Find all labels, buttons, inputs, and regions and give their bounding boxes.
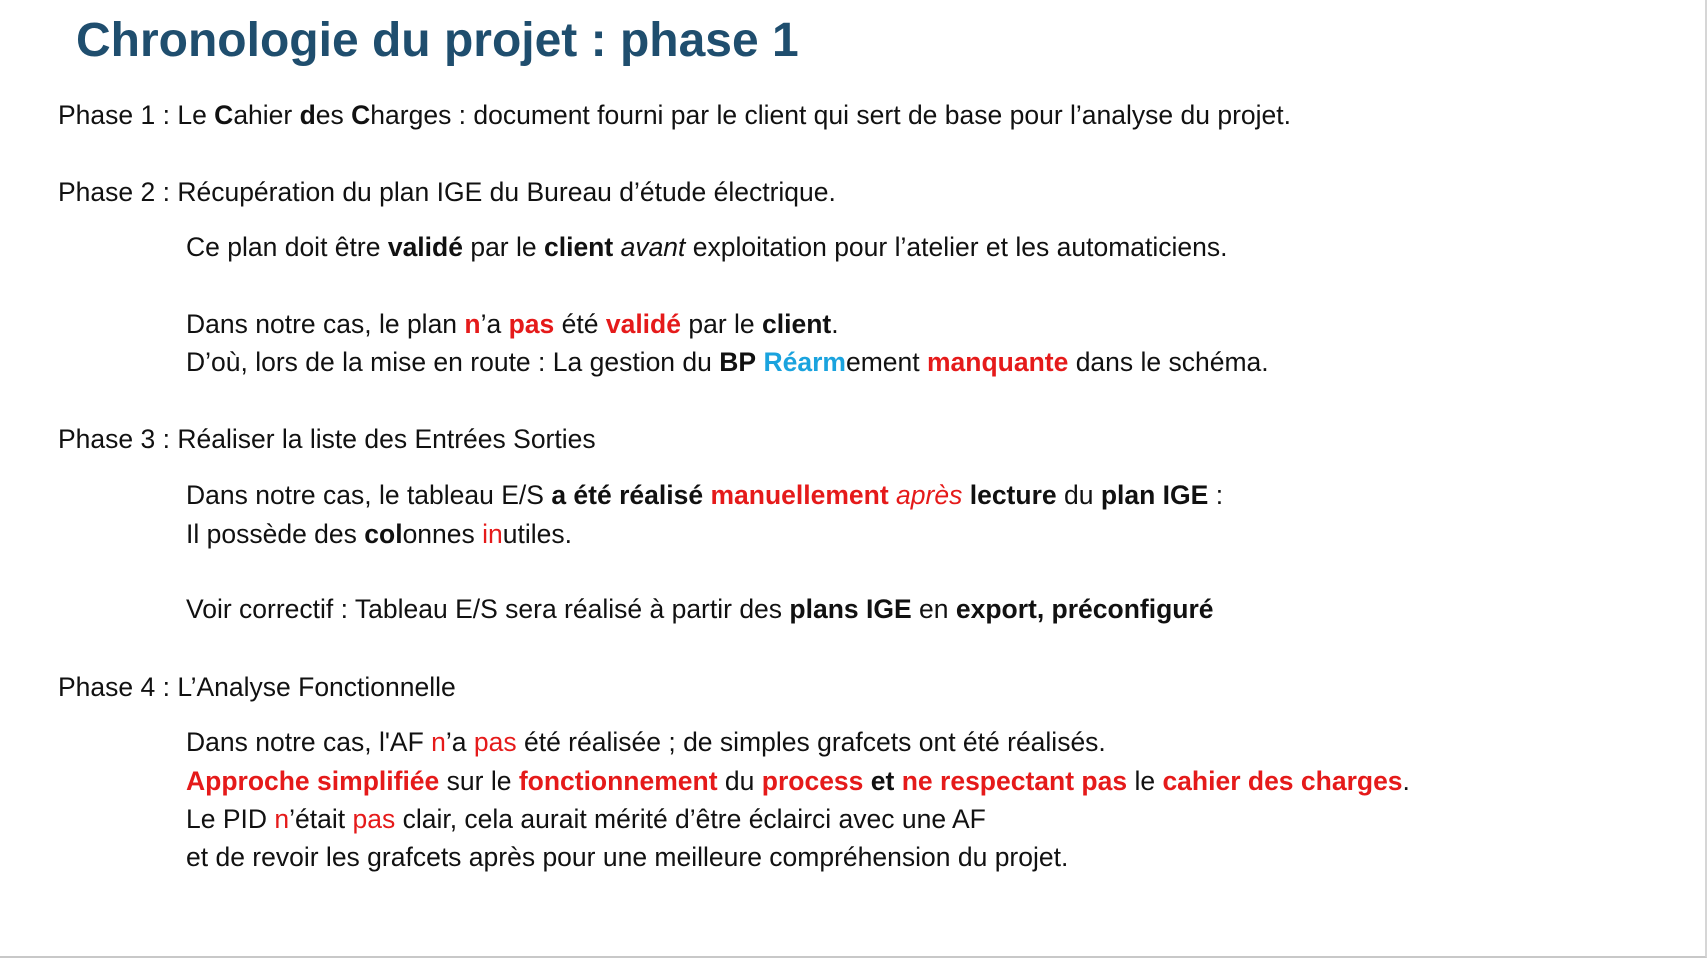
red-italic-text: après bbox=[896, 480, 963, 510]
text-span: exploitation pour l’atelier et les automaticiens. bbox=[685, 232, 1228, 262]
text-span: en bbox=[911, 594, 956, 624]
text-span bbox=[894, 766, 901, 796]
italic-text: avant bbox=[620, 232, 686, 262]
slide-title: Chronologie du projet : phase 1 bbox=[76, 14, 799, 67]
text-span: ahier bbox=[233, 100, 300, 130]
phase-2-line-2 bbox=[186, 306, 839, 342]
bold-letter: d bbox=[299, 100, 316, 130]
text-span: : bbox=[1208, 480, 1224, 510]
text-span: . bbox=[831, 309, 839, 339]
text-span: onnes bbox=[402, 519, 483, 549]
phase-2-heading: Phase 2 : Récupération du plan IGE du Bureau d’étude électrique. bbox=[58, 177, 836, 207]
phase-3-line-1 bbox=[186, 477, 1223, 513]
text-span: été réalisée ; de simples grafcets ont été réalisés. bbox=[516, 727, 1106, 757]
text-span: Ce plan doit être bbox=[186, 232, 388, 262]
text-span: par le bbox=[680, 309, 762, 339]
text-span: dans le schéma. bbox=[1068, 347, 1269, 377]
bold-text: plans IGE bbox=[789, 594, 912, 624]
red-text: n bbox=[274, 804, 290, 834]
red-bold-text: manquante bbox=[926, 347, 1069, 377]
text-span: Il possède des bbox=[186, 519, 365, 549]
text-span: ’a bbox=[445, 727, 474, 757]
text-span: été bbox=[554, 309, 606, 339]
red-bold-text: manuellement bbox=[710, 480, 889, 510]
text-span: clair, cela aurait mérité d’être éclairci avec une AF bbox=[395, 804, 986, 834]
text-span bbox=[962, 480, 969, 510]
text-span: Voir correctif : Tableau E/S sera réalisé à partir des bbox=[186, 594, 790, 624]
bold-text: et bbox=[870, 766, 895, 796]
phase-4-heading: Phase 4 : L’Analyse Fonctionnelle bbox=[58, 672, 456, 702]
phase-3-line-3 bbox=[186, 591, 1214, 627]
phase-4-line-2 bbox=[186, 763, 1410, 799]
red-text: in bbox=[482, 519, 503, 549]
red-bold-text: validé bbox=[605, 309, 681, 339]
phase-2-line-3 bbox=[186, 344, 1269, 380]
phase-4-line-4: et de revoir les grafcets après pour une meilleure compréhension du projet. bbox=[186, 842, 1069, 872]
text-span bbox=[613, 232, 620, 262]
phase-3-line-2 bbox=[186, 516, 572, 552]
bold-text: BP bbox=[719, 347, 757, 377]
red-bold-text: fonctionnement bbox=[518, 766, 718, 796]
red-bold-text: n bbox=[464, 309, 481, 339]
red-bold-text: ne respectant pas bbox=[901, 766, 1128, 796]
bold-text: client bbox=[543, 232, 614, 262]
bold-text: validé bbox=[387, 232, 463, 262]
red-text: pas bbox=[473, 727, 517, 757]
bold-text: export, préconfiguré bbox=[955, 594, 1214, 624]
text-span: es bbox=[315, 100, 352, 130]
text-span: Le PID bbox=[186, 804, 275, 834]
text-span: Dans notre cas, le tableau E/S bbox=[186, 480, 552, 510]
text-span: ’a bbox=[480, 309, 509, 339]
phase-4-line-3 bbox=[186, 801, 986, 837]
text-span: ement bbox=[845, 347, 927, 377]
text-span: Dans notre cas, le plan bbox=[186, 309, 465, 339]
red-text: pas bbox=[352, 804, 396, 834]
bold-text: plan IGE bbox=[1100, 480, 1209, 510]
text-span: par le bbox=[462, 232, 544, 262]
text-span: utiles. bbox=[502, 519, 573, 549]
text-span: sur le bbox=[439, 766, 519, 796]
red-text: n bbox=[431, 727, 446, 757]
text-span: le bbox=[1127, 766, 1163, 796]
text-span: . bbox=[1402, 766, 1410, 796]
text-span: Dans notre cas, l'AF bbox=[186, 727, 432, 757]
phase-3-heading: Phase 3 : Réaliser la liste des Entrées Sorties bbox=[58, 424, 596, 454]
text-span: du bbox=[1056, 480, 1101, 510]
bold-text: a été réalisé bbox=[551, 480, 704, 510]
blue-bold-text: Réarm bbox=[763, 347, 846, 377]
red-bold-text: cahier des charges bbox=[1162, 766, 1403, 796]
text-span bbox=[863, 766, 870, 796]
text-span: ’était bbox=[289, 804, 353, 834]
phase-2-line-1 bbox=[186, 229, 1227, 265]
phase-1-line bbox=[58, 97, 1291, 133]
bold-text: lecture bbox=[969, 480, 1057, 510]
text-span: D’où, lors de la mise en route : La gestion du bbox=[186, 347, 720, 377]
bold-text: client bbox=[762, 309, 832, 339]
red-bold-text: process bbox=[761, 766, 864, 796]
bold-letter: C bbox=[351, 100, 371, 130]
red-bold-text: Approche simplifiée bbox=[186, 766, 440, 796]
phase-4-line-1 bbox=[186, 724, 1106, 760]
bold-letter: C bbox=[214, 100, 234, 130]
text-span: du bbox=[717, 766, 762, 796]
bold-text: col bbox=[364, 519, 403, 549]
red-bold-text: pas bbox=[508, 309, 555, 339]
text-span: harges : document fourni par le client qui sert de base pour l’analyse du projet. bbox=[370, 100, 1291, 130]
text-span: Phase 1 : Le bbox=[58, 100, 215, 130]
text-span bbox=[889, 480, 896, 510]
